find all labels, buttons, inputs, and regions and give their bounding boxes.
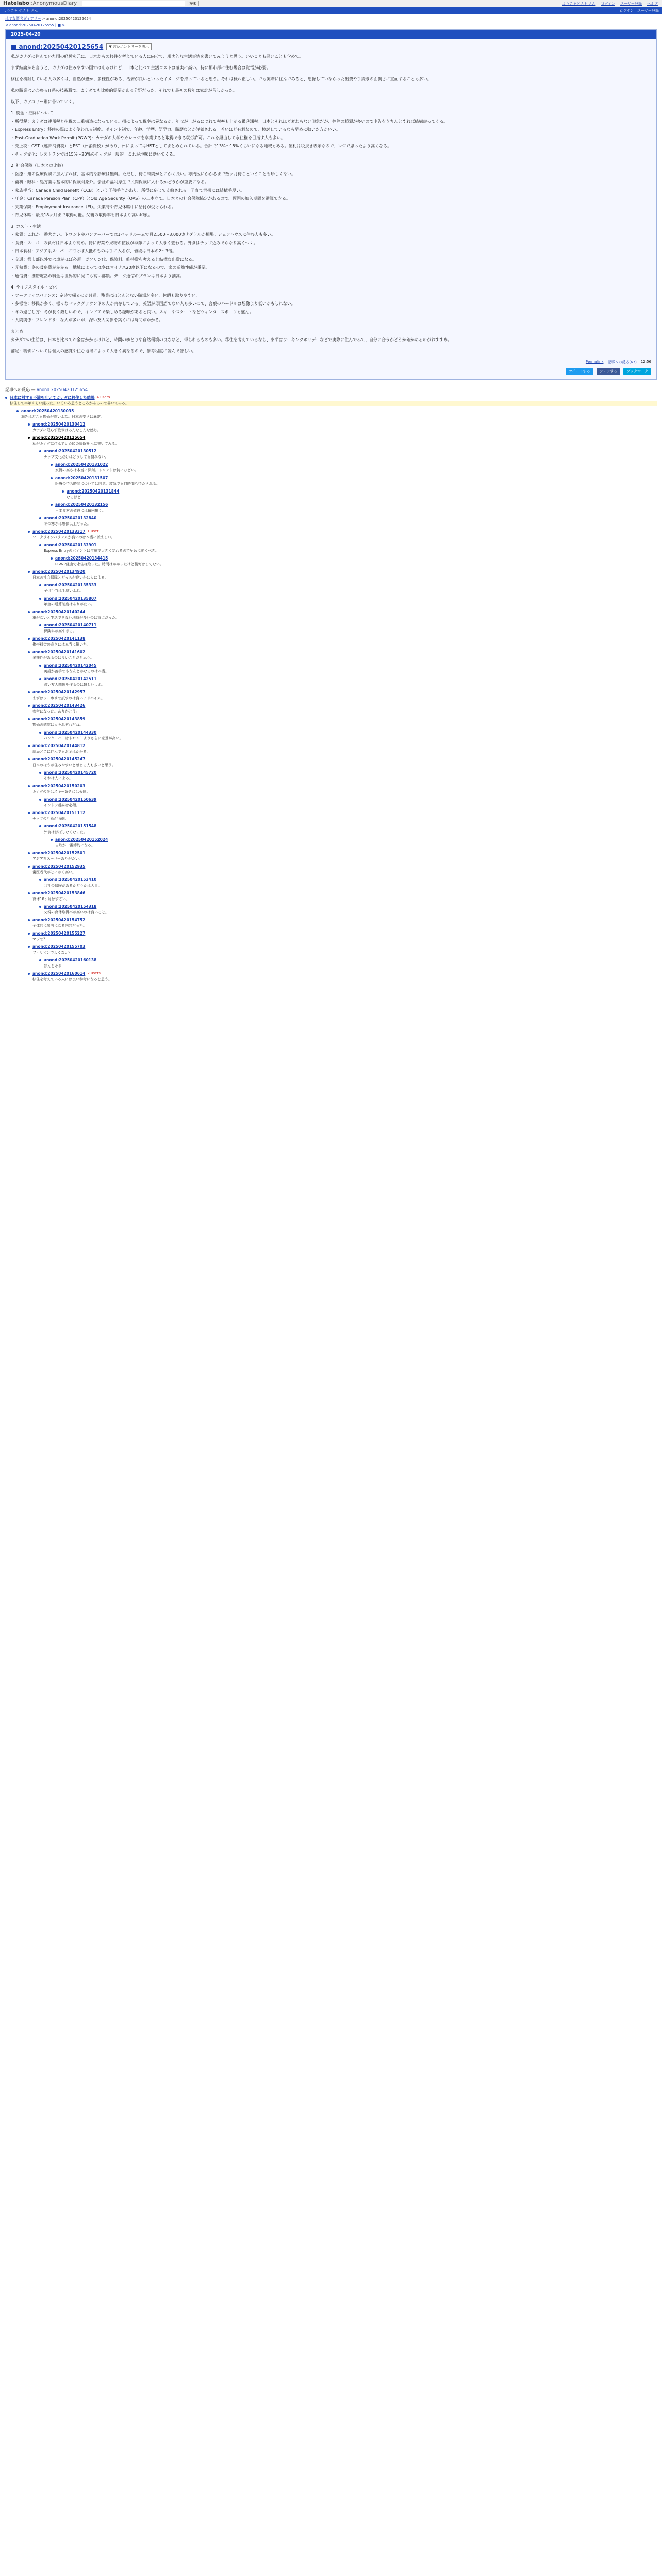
entry-paragraph: ・Post-Graduation Work Permit (PGWP)：カナダの大学やカレッジを卒業すると取得できる就労許可。これを経由して永住権を目指す人も多い。 xyxy=(11,135,285,140)
response-title-link[interactable]: anond:20250420142957 xyxy=(32,690,86,694)
response-excerpt: 参考になった。ありがとう。 xyxy=(32,709,79,714)
response-title-link[interactable]: anond:20250420151112 xyxy=(32,810,86,815)
response-item xyxy=(28,850,657,863)
response-excerpt: 会社の保険があるかどうかは大事。 xyxy=(44,884,102,888)
entry-paragraph: ・人間関係：フレンドリーな人が多いが、深い友人関係を築くには時間がかかる。 xyxy=(11,318,163,323)
entry-paragraph: ・所得税：カナダは連邦税と州税の二重構造になっている。州によって税率は異なるが、年収が上がるにつれて税率も上がる累進課税。日本とそれほど変わらない印象だが、控除の種類が多いので申告をきちんとすれば結構戻ってくる。 xyxy=(11,119,448,124)
response-item xyxy=(51,555,657,569)
entry-paragraph: ・交通：都市部以外では車がほぼ必須。ガソリン代、保険料、維持費を考えると結構な出費になる。 xyxy=(11,257,196,262)
trackback-link[interactable]: 記事への反応(67) xyxy=(607,360,637,364)
response-item xyxy=(62,488,657,502)
bullet-icon xyxy=(28,866,30,868)
entry-paragraph: ・多様性：移民が多く、様々なバックグラウンドの人が共存している。英語が母国語でない人も多いので、言葉のハードルは想像より低いかもしれない。 xyxy=(11,301,295,306)
response-title-link[interactable]: anond:20250420132840 xyxy=(44,516,97,520)
response-excerpt: インドア趣味は必須。 xyxy=(44,803,80,807)
entry-paragraph: ・失業保険：Employment Insurance（EI）。失業時や育児休暇中に給付が受けられる。 xyxy=(11,205,176,209)
response-excerpt: 子供手当は手厚いよね。 xyxy=(44,589,84,593)
top-nav-item[interactable]: ヘルプ xyxy=(647,2,658,6)
response-excerpt: 歯医者代がとにかく高い。 xyxy=(32,870,76,874)
response-excerpt: それは人による。 xyxy=(44,776,73,781)
top-nav-item[interactable]: ログイン xyxy=(601,2,615,6)
breadcrumb-current: anond:20250420125654 xyxy=(46,16,91,21)
tweet-button[interactable]: ツイートする xyxy=(566,368,593,375)
response-title-link[interactable]: anond:20250420153846 xyxy=(32,891,86,895)
bullet-icon xyxy=(28,933,30,935)
response-item xyxy=(28,863,657,877)
response-title-link[interactable]: anond:20250420135807 xyxy=(44,596,97,601)
entry-paragraph: ・光熱費：冬の暖房費がかかる。地域によっては冬はマイナス20度以下になるので、家の断熱性能が重要。 xyxy=(11,265,210,270)
response-excerpt: 日本の社会保障とどっちが良いかは人による。 xyxy=(32,575,108,580)
response-excerpt: 父親の育休取得率が高いのは良いこと。 xyxy=(44,910,109,914)
pager-row xyxy=(0,23,662,29)
response-excerpt: PGWP経由で永住権取った。時間はかかったけど後悔はしてない。 xyxy=(55,562,163,566)
response-title-link[interactable]: anond:20250420131022 xyxy=(55,462,108,467)
response-title-link[interactable]: anond:20250420142511 xyxy=(44,676,97,681)
response-title-link[interactable]: anond:20250420134415 xyxy=(55,556,108,561)
response-title-link[interactable]: anond:20250420151548 xyxy=(44,824,97,828)
entry-title xyxy=(11,43,651,50)
response-item xyxy=(28,636,657,649)
response-title-link[interactable]: anond:20250420125654 xyxy=(32,435,86,440)
entry-footer xyxy=(11,357,651,366)
entry-paragraph: ・家賃：これが一番大きい。トロントやバンクーバーでは1ベッドルームで月2,500〜3,000カナダドルが相場。シェアハウスに住む人も多い。 xyxy=(11,232,275,237)
response-title-link[interactable]: 日本に対する不満を吐いてカナダに移住した結果 xyxy=(10,395,95,400)
response-item xyxy=(39,730,657,743)
bullet-icon xyxy=(51,839,53,841)
bullet-icon xyxy=(28,705,30,707)
response-title-link[interactable]: anond:20250420140244 xyxy=(32,609,86,614)
top-nav-item[interactable]: ようこそゲスト さん xyxy=(562,2,596,6)
search-input[interactable] xyxy=(82,1,185,6)
response-item xyxy=(39,596,657,609)
bookmark-count[interactable]: 2 users xyxy=(87,971,101,975)
entry-paragraph: 3. コスト・生活 xyxy=(11,224,41,229)
breadcrumb xyxy=(0,14,662,23)
bullet-icon xyxy=(28,745,30,747)
response-item xyxy=(28,435,657,448)
response-title-link[interactable]: anond:20250420152024 xyxy=(55,837,108,842)
response-title-link[interactable]: anond:20250420141602 xyxy=(32,650,86,654)
response-title-link[interactable]: anond:20250420152501 xyxy=(32,851,86,855)
entry-paragraph: ・ワークライフバランス：定時で帰るのが普通。残業はほとんどない職場が多い。休暇も取りやすい。 xyxy=(11,293,200,298)
show-mentions-button[interactable]: ▼ 言及エントリーを表示 xyxy=(106,43,152,50)
response-excerpt: カナダに限らず欧米はみんなこんな感じ。 xyxy=(32,428,101,432)
entry-paragraph: 移住を検討している人の多くは、自然が豊か、多様性がある、治安が良いといったイメージを持っていると思う。それは概ね正しい。でも実際に住んでみると、想像していなかった出費や手続きの面倒さに直面することも多い。 xyxy=(11,77,432,81)
response-excerpt: アジア系スーパーありがたい。 xyxy=(32,857,83,861)
bullet-icon xyxy=(39,544,41,546)
entry-paragraph: ・日本食材：アジア系スーパーに行けば大抵のものは手に入るが、値段は日本の2〜3倍。 xyxy=(11,249,177,253)
bullet-icon xyxy=(39,598,41,600)
response-title-link[interactable]: anond:20250420152935 xyxy=(32,864,86,869)
bullet-icon xyxy=(51,504,53,506)
response-item xyxy=(39,823,657,837)
bullet-icon xyxy=(5,397,7,399)
response-excerpt: バンクーバーはトロントよりさらに家賃が高い。 xyxy=(44,736,123,740)
bullet-icon xyxy=(39,584,41,586)
bookmark-count[interactable]: 1 user xyxy=(87,529,99,533)
response-title-link[interactable]: anond:20250420133317 xyxy=(32,529,86,534)
entry-time: 12:56 xyxy=(640,360,651,364)
entry-title-link[interactable]: ■ anond:20250420125654 xyxy=(11,43,104,50)
response-excerpt: 自炊が一番節約になる。 xyxy=(55,843,95,848)
response-excerpt: 日本のほうが住みやすいと感じる人も多いと思う。 xyxy=(32,763,115,767)
bullet-icon xyxy=(28,852,30,854)
response-item xyxy=(51,475,657,488)
response-excerpt: マジで？ xyxy=(32,937,47,941)
response-title-link[interactable]: anond:20250420154318 xyxy=(44,904,97,909)
response-title-link[interactable]: anond:20250420130512 xyxy=(44,449,97,453)
response-excerpt: 物価の感覚は人それぞれだね。 xyxy=(32,723,83,727)
response-item xyxy=(39,582,657,596)
response-excerpt: 深い友人関係を作るのは難しいよね。 xyxy=(44,683,105,687)
bullet-icon xyxy=(28,892,30,894)
response-item xyxy=(28,930,657,944)
response-title-link[interactable]: anond:20250420154752 xyxy=(32,918,86,922)
response-title-link[interactable]: anond:20250420160614 xyxy=(32,971,86,976)
bullet-icon xyxy=(28,919,30,921)
response-excerpt: Express Entryのポイントは年齢で大きく変わるので早めに動くべき。 xyxy=(44,549,159,553)
response-title-link[interactable]: anond:20250420145247 xyxy=(32,757,86,761)
bullet-icon xyxy=(39,624,41,626)
response-excerpt: チップの計算が面倒。 xyxy=(32,817,69,821)
response-title-link[interactable]: anond:20250420142045 xyxy=(44,663,97,668)
breadcrumb-sep: > xyxy=(41,16,46,21)
entry-paragraph: ・冬の過ごし方：冬が長く厳しいので、インドアで楽しめる趣味があると良い。スキーやスケートなどウィンタースポーツも盛ん。 xyxy=(11,310,254,314)
response-excerpt: 家賃の高さは本当に深刻。トロントは特にひどい。 xyxy=(55,468,138,472)
response-excerpt: 英語が苦手でもなんとかなるのは本当。 xyxy=(44,669,109,673)
response-item xyxy=(28,703,657,716)
search-button[interactable]: 検索 xyxy=(187,1,199,6)
response-excerpt: 私がカナダに住んでいた頃の経験を元に書いてみる。 xyxy=(32,442,119,446)
entry-paragraph: ・売上税：GST（連邦消費税）とPST（州消費税）があり、州によってはHSTとしてまとめられている。合計で13%〜15%くらいになる地域もある。値札は税抜き表示なので、レジで思ったより高くなる。 xyxy=(11,144,392,148)
bullet-icon xyxy=(39,665,41,667)
entry-paragraph: ・Express Entry：移住の際によく使われる制度。ポイント制で、年齢、学歴、語学力、職歴などが評価される。若いほど有利なので、検討しているなら早めに動いた方がいい。 xyxy=(11,127,340,132)
response-title-link[interactable]: anond:20250420130035 xyxy=(21,409,74,413)
entry-paragraph: カナダでの生活は、日本と比べてお金はかかるけれど、時間のゆとりや自然環境の良さなど、得られるものも多い。移住を考えているなら、まずはワーキングホリデーなどで実際に住んでみて、自分に合うかどうか確かめるのがおすすめ。 xyxy=(11,337,452,342)
response-excerpt: フィリピンでよくない？ xyxy=(32,951,72,955)
bullet-icon xyxy=(28,437,30,439)
entry-paragraph: ・歯科・眼科・処方薬は基本的に保険対象外。会社の福利厚生で民間保険に入れるかどうかが重要になる。 xyxy=(11,180,209,184)
entry-body xyxy=(6,39,656,379)
response-title-link[interactable]: anond:20250420153410 xyxy=(44,877,97,882)
response-title-link[interactable]: anond:20250420130412 xyxy=(32,422,86,427)
entry-paragraph: ・医療：州の医療保険に加入すれば、基本的な診療は無料。ただし、待ち時間がとにかく長い。専門医にかかるまで数ヶ月待ちということも珍しくない。 xyxy=(11,172,295,176)
entry-date: 2025-04-20 xyxy=(6,30,656,39)
response-item xyxy=(28,689,657,703)
welcome-text: ようこそ ゲスト さん xyxy=(3,9,38,13)
response-item xyxy=(51,502,657,515)
bullet-icon xyxy=(51,557,53,560)
response-item xyxy=(39,448,657,462)
bullet-icon xyxy=(16,410,19,412)
responses-heading-link[interactable]: anond:20250420125654 xyxy=(37,387,88,392)
hatena-topbar xyxy=(0,0,662,7)
response-item xyxy=(28,890,657,904)
response-excerpt: チップ文化だけはどうしても慣れない。 xyxy=(44,455,109,459)
entry-paragraph: まとめ xyxy=(11,329,23,334)
bullet-icon xyxy=(39,906,41,908)
response-item xyxy=(28,716,657,730)
share-buttons xyxy=(11,366,651,375)
bullet-icon xyxy=(28,718,30,720)
response-excerpt: 多様性があるのは良いことだと思う。 xyxy=(32,656,94,660)
permalink-link[interactable]: Permalink xyxy=(585,360,604,364)
response-item xyxy=(5,395,657,408)
entry-paragraph: ・通信費：携帯電話の料金は世界的に見ても高い部類。データ通信のプランは日本より割高。 xyxy=(11,274,184,278)
bullet-icon xyxy=(28,651,30,653)
response-excerpt: 年金の通算制度はありがたい。 xyxy=(44,602,94,606)
response-excerpt: 移住して半年くらい経った。いろいろ思うところがあるので書いてみる。 xyxy=(10,401,657,406)
response-title-link[interactable]: anond:20250420131844 xyxy=(67,489,120,494)
response-title-link[interactable]: anond:20250420140711 xyxy=(44,623,97,628)
response-item xyxy=(51,837,657,850)
entry-paragraph: ・家族手当：Canada Child Benefit（CCB）という子供手当があり、所得に応じて支給される。子育て世帯には結構手厚い。 xyxy=(11,188,244,193)
bullet-icon xyxy=(28,785,30,787)
response-item xyxy=(39,957,657,971)
response-item xyxy=(39,796,657,810)
response-item xyxy=(39,542,657,555)
bullet-icon xyxy=(28,691,30,693)
bullet-icon xyxy=(28,571,30,573)
entry-paragraph: 補足：物価については個人の感覚や住む地域によって大きく異なるので、参考程度に読んでほしい。 xyxy=(11,349,196,353)
response-excerpt: 日本食材の値段には毎回驚く。 xyxy=(55,509,106,513)
site-logo[interactable]: Hatelabo::AnonymousDiary xyxy=(3,1,77,6)
response-item xyxy=(28,569,657,582)
diary-header xyxy=(0,7,662,14)
response-item xyxy=(39,877,657,890)
header-links xyxy=(620,8,659,13)
response-excerpt: 携帯料金の高さには本当に驚いた。 xyxy=(32,642,90,647)
bookmark-count[interactable]: 4 users xyxy=(96,395,110,399)
response-item xyxy=(28,743,657,756)
response-title-link[interactable]: anond:20250420131507 xyxy=(55,476,108,480)
response-title-link[interactable]: anond:20250420143426 xyxy=(32,703,86,708)
entry-paragraph: 4. ライフスタイル・文化 xyxy=(11,285,57,290)
response-title-link[interactable]: anond:20250420134920 xyxy=(32,569,86,574)
pager-link[interactable]: < anond:20250420125555 | ■ > xyxy=(5,23,65,27)
top-nav xyxy=(562,1,658,6)
bullet-icon xyxy=(39,732,41,734)
entry-text xyxy=(11,54,651,354)
bullet-icon xyxy=(39,517,41,519)
bullet-icon xyxy=(39,450,41,452)
response-item xyxy=(28,529,657,542)
bullet-icon xyxy=(51,464,53,466)
bullet-icon xyxy=(39,772,41,774)
bullet-icon xyxy=(28,638,30,640)
bullet-icon xyxy=(39,879,41,881)
facebook-share-button[interactable]: シェアする xyxy=(597,368,621,375)
entry-paragraph: 私がカナダに住んでいた頃の経験を元に、日本からの移住を考えている人に向けて、現実的な生活事情を書いてみようと思う。いいことも悪いことも含めて。 xyxy=(11,54,304,59)
entry-paragraph: ・年金：Canada Pension Plan（CPP）とOld Age Security（OAS）の二本立て。日本との社会保障協定があるので、両国の加入期間を通算できる。 xyxy=(11,196,291,201)
response-item xyxy=(28,917,657,930)
response-item xyxy=(28,421,657,435)
response-title-link[interactable]: anond:20250420132156 xyxy=(55,502,108,507)
entry-paragraph: ・食費：スーパーの食材は日本より高め。特に野菜や果物の値段が季節によって大きく変わる。外食はチップ込みでかなり高くつく。 xyxy=(11,241,258,245)
response-title-link[interactable]: anond:20250420160138 xyxy=(44,958,97,962)
response-title-link[interactable]: anond:20250420133901 xyxy=(44,543,97,547)
entry-paragraph: まず結論から言うと、カナダは住みやすい国ではあるけれど、日本と比べて生活コストは確実に高い。特に都市部に住む場合は覚悟が必要。 xyxy=(11,65,271,70)
entry-paragraph: 以下、カテゴリー別に書いていく。 xyxy=(11,99,77,104)
entry-paragraph: 1. 税金・控除について xyxy=(11,111,54,115)
response-item xyxy=(39,515,657,529)
response-excerpt: ワークライフバランスが良いのは本当に羨ましい。 xyxy=(32,535,115,539)
response-item xyxy=(28,783,657,796)
response-excerpt: 育休18ヶ月はすごい。 xyxy=(32,897,70,901)
response-title-link[interactable]: anond:20250420145720 xyxy=(44,770,97,775)
responses-heading-label: 記事への反応 xyxy=(5,387,30,392)
hatena-bookmark-button[interactable]: ブックマーク xyxy=(623,368,651,375)
response-title-link[interactable]: anond:20250420144812 xyxy=(32,743,86,748)
response-item xyxy=(39,770,657,783)
response-excerpt: 冬の寒さは想像以上だった。 xyxy=(44,522,91,526)
response-item xyxy=(39,663,657,676)
bullet-icon xyxy=(28,531,30,533)
bullet-icon xyxy=(28,611,30,613)
breadcrumb-home[interactable]: はてな匿名ダイアリー xyxy=(5,16,41,21)
bullet-icon xyxy=(28,423,30,426)
response-title-link[interactable]: anond:20250420150639 xyxy=(44,797,97,802)
response-excerpt: ほんとそれ xyxy=(44,964,62,968)
response-excerpt: 結局どこに住んでもお金はかかる。 xyxy=(32,750,90,754)
responses-heading: 記事への反応 — anond:20250420125654 xyxy=(5,387,88,392)
response-item xyxy=(39,622,657,636)
response-title-link[interactable]: anond:20250420155227 xyxy=(32,931,86,936)
login-link[interactable]: ログイン xyxy=(619,9,634,13)
response-excerpt: カナダの冬はスキー好きには天国。 xyxy=(32,790,90,794)
response-excerpt: まずはワーホリで試すのは良いアドバイス。 xyxy=(32,696,105,700)
response-excerpt: 医療の待ち時間については同意。救急でも何時間も待たされる。 xyxy=(55,482,160,486)
response-item xyxy=(16,408,657,421)
response-title-link[interactable]: anond:20250420135333 xyxy=(44,583,97,587)
response-excerpt: 海外はどこも物価が高いよな。日本の安さは異常。 xyxy=(21,415,104,419)
bullet-icon xyxy=(39,799,41,801)
bullet-icon xyxy=(39,959,41,961)
response-title-link[interactable]: anond:20250420143859 xyxy=(32,717,86,721)
bullet-icon xyxy=(51,477,53,479)
top-nav-item[interactable]: ユーザー登録 xyxy=(620,2,642,6)
response-title-link[interactable]: anond:20250420150203 xyxy=(32,784,86,788)
response-item xyxy=(51,462,657,475)
response-item xyxy=(28,649,657,663)
response-title-link[interactable]: anond:20250420144330 xyxy=(44,730,97,735)
response-tree xyxy=(5,395,657,984)
response-item xyxy=(39,904,657,917)
response-title-link[interactable]: anond:20250420141138 xyxy=(32,636,86,641)
response-item xyxy=(28,756,657,770)
entry-paragraph: 私の職業はいわゆるIT系の技術職で、カナダでも比較的需要がある分野だった。それでも最初の数年は家計が苦しかった。 xyxy=(11,88,237,93)
bullet-icon xyxy=(28,812,30,814)
response-item xyxy=(28,810,657,823)
response-excerpt: 車がないと生活できない地域が多いのは盲点だった。 xyxy=(32,616,119,620)
bullet-icon xyxy=(28,758,30,760)
entry-paragraph: ・チップ文化：レストランでは15%〜20%のチップが一般的。これが地味に効いてくる。 xyxy=(11,152,177,157)
response-item xyxy=(28,944,657,957)
response-title-link[interactable]: anond:20250420155703 xyxy=(32,944,86,949)
response-item xyxy=(28,971,657,984)
bullet-icon xyxy=(39,825,41,827)
response-excerpt: 外食はほぼしなくなった。 xyxy=(44,830,87,834)
entry-paragraph: ・育児休暇：最長18ヶ月まで取得可能。父親の取得率も日本より高い印象。 xyxy=(11,213,153,217)
entry xyxy=(5,29,657,380)
response-excerpt: 保険料が高すぎる。 xyxy=(44,629,76,633)
response-excerpt: 移住を考えている人には良い参考になると思う。 xyxy=(32,977,112,981)
bullet-icon xyxy=(39,678,41,680)
entry-paragraph: 2. 社会保障（日本との比較） xyxy=(11,163,66,168)
bullet-icon xyxy=(62,490,64,493)
response-item xyxy=(39,676,657,689)
response-excerpt: 全体的に参考になる内容だった。 xyxy=(32,924,87,928)
bullet-icon xyxy=(28,946,30,948)
register-link[interactable]: ユーザー登録 xyxy=(637,9,659,13)
response-item xyxy=(28,609,657,622)
bullet-icon xyxy=(28,973,30,975)
response-excerpt: なるほど xyxy=(67,495,81,499)
